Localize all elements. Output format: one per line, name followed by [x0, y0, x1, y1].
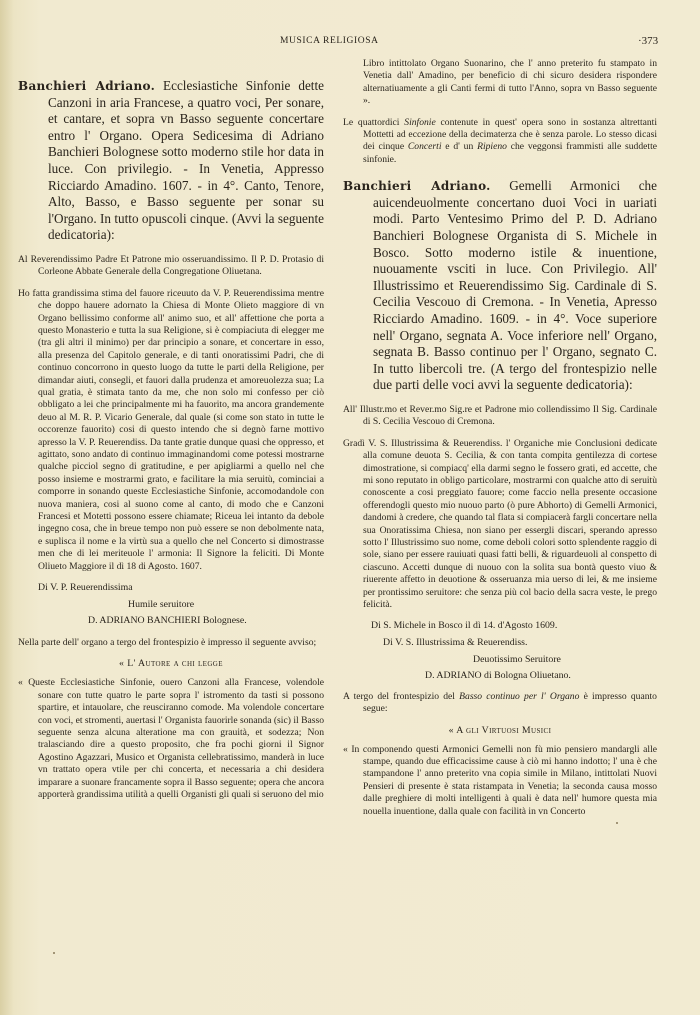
remark-text: contenute in quest' opera sono in sostanza altrettanti Mottetti ad eccezione della decimaterza che è senza parole. Lo stesso dicasi dei cinque [363, 116, 657, 153]
closing-title: Humile seruitore [128, 598, 195, 610]
editorial-remark [343, 117, 657, 167]
notice-body: « In componendo questi Armonici Gemelli non fù mio pensiero mandargli alle stampe, quando due efficacissime cause à ciò mi hanno indotto; l' una è che stampandone l' anno preterito vna copia simile in Milano, intittolati Nuovi Pensieri di presente è stata ristampata in Venetia; la seconda causa mosso dalle preghiere di molti intelligenti à quali è data nell' humore questa mia nouella inuentione, dalla quale con facilità in vn Concerto [343, 743, 657, 817]
dedication-address: Al Reverendissimo Padre Et Patrone mio osseruandissimo. Il P. D. Protasio di Corleone Abbate Generale della Congregatione Oliuetana. [18, 253, 324, 278]
signature-place: di Bologna Oliuetano. [481, 670, 571, 682]
note-text: è impresso quanto segue: [363, 690, 657, 715]
entry-text: Ecclesiastiche Sinfonie dette Canzoni in aria Francese, a quatro voci, Per sonare, et cantare, et sopra vn Basso seguente concertare entro l' Organo. Opera Sedicesima di Adriano Banchieri Bolognese sotto moderno stile hor data in luce. Con privilegio. - In Venetia, Appresso Ricciardo Amadino. 1607. - in 4°. Canto, Tenore, Alto, Basso, e Basso seguente per sonar su l'Organo. In tutto opuscoli cinque. (Avvi la seguente dedicatoria): [48, 78, 324, 243]
closing-signature [18, 615, 324, 628]
notice-continuation: Libro intittolato Organo Suonarino, che l' anno preterito fu stampato in Venetia dall' Amadino, per beneficio di chi sicuro desidera rispondere alternatiuamente a gli Canti fermi di tutto l'Anno, sopra vn Basso seguente ». [363, 58, 657, 107]
bibliographic-entry [343, 178, 657, 394]
note-text: A tergo del frontespizio del [343, 690, 460, 702]
note-italic: Basso continuo per l' Organo [459, 690, 580, 702]
remark-italic: Sinfonie [404, 116, 436, 128]
note-paragraph: Nella parte dell' organo a tergo del frontespizio è impresso il seguente avviso; [18, 636, 317, 648]
dedication-body: Ho fatta grandissima stima del fauore riceuuto da V. P. Reuerendissima mentre che doppo hauere adornato la Chiesa di Monte Olieto maggiore di vn Organo bellissimo conforme all' animo suo, et all' affettione che porta a questo Monasterio e tutta la sua Religione, si è compiaciuta di elegger me (tra gli altri il minimo) per dar principio a sonare, et concertare in esso, alla presenza del Capitolo generale, e di tanti onoratissimi Padri, che di continuo concorrono in questo luogo da tutte le parti della Religione, per dimandar aiuti, consegli, et fauori dalla prudenza et amoreuolezza sua; La qual gratia, è stimata tanto da me, che non solo mi confesso per ciò obbligato a lei che principalmente mi ha fauorito, ma ancora grandemente deuo al M. R. P. Vicario Generale, dal quale (si come son stato in tutte le occorenze fauorito) cosi di questo intendo che si degnò farne mottivo apresso la V. P. Reuerendiss. Da tante gratie dunque quasi che oppresso, et agittato, sono andato di continuo immaginandomi come potessi mostrarne qualche picciol segno di gratitudine, e per apigliarmi a quello nel che posso insieme e mostrarmi grato, e facilitare la mia seruitù, cominciai a comporre in sonando queste Ecclesiastiche Sinfonie, accomodandole con nuova maniera, cosi al suono come al canto, di modo che e Canzoni Francesi et Motetti possono essere chiamate; Riceua lei intanto da debole ingegno cosa, che in breue tempo non può essere se non debolmente nata, e suplisca il nome e la virtù sua a quello che nel Concerto si dimostrasse men che di lei meriteuole l' armonia: Il Signore la feliciti. Di Monte Oliueto Maggiore il dì 18 di Agosto. 1607. [18, 287, 324, 572]
paper-speck [616, 822, 618, 824]
entry-author: Banchieri Adriano. [343, 179, 491, 194]
remark-italic: Concerti [407, 141, 442, 153]
running-head [0, 36, 700, 50]
notice-body: « Queste Ecclesiastiche Sinfonie, ouero Canzoni alla Francese, volendole sonare con tutte quatro le parte sopra l' istromento da tasti si possono spartire, et intauolare, che reusciranno comode. Ma volendole concertare con voci, et stromenti, auertasi l' Organista fauorirle sonanda (sic) il Basso seguente senza alcuna alteratione ma con grauità, et sodezza; Non tralasciando dire a questo proposito, che fra pochi giorni il Signor Agostino Agazzari, Musico et Organista cellebratissimo, manderà in luce vn trattato opera vtile per chi concerta, et necessaria a chi desidera imparare a suonare francamente sopra il Basso seguente; opera che ancora apporterà grandissima utilità a quelli Organisti gli quali si seruono del mio [18, 677, 324, 800]
paper-speck [53, 952, 55, 954]
signature-place: Bolognese. [200, 615, 247, 627]
closing-place-date: Di S. Michele in Bosco il dì 14. d'Agosto 1609. [371, 620, 558, 632]
page-number: ·373 [638, 35, 659, 47]
remark-italic: Ripieno [477, 141, 507, 153]
closing-salutation: Di V. S. Illustrissima & Reuerendiss. [383, 637, 528, 649]
entry-text: Gemelli Armonici che auicendeuolmente concertano duoi Voci in uariati modi. Parto Ventesimo Primo del P. D. Adriano Banchieri Bolognese Organista di S. Michele in Bosco. Sotto moderno istile & inuentione, nuouamente vsciti in luce. Con Privilegio. All' Illustrissimo et Reuerendissimo Sig. Cardinale di S. Cecilia Vescouo di Cremona. - In Venetia, Apresso Ricciardo Amadino. 1609. - in 4°. Voce superiore nell' Organo, segnata A. Voce inferiore nell' Organo, segnata B. Basso continuo per l' Organo, segnato C. In tutto libercoli tre. (A tergo del frontespizio nelle due parti delle voci avvi la seguente dedicatoria): [373, 178, 657, 393]
remark-text: e d' un [441, 141, 478, 153]
left-column [18, 78, 324, 810]
notice-heading: « A gli Virtuosi Musici [448, 724, 552, 736]
remark-text: Le quattordici [343, 116, 405, 128]
closing-salutation: Di V. P. Reuerendissima [38, 582, 133, 594]
entry-author: Banchieri Adriano. [18, 79, 156, 93]
signature-name: D. ADRIANO [425, 670, 482, 682]
dedication-address: All' Illustr.mo et Rever.mo Sig.re et Padrone mio collendissimo Il Sig. Cardinale di S. Cecilia Vescouo di Cremona. [343, 403, 657, 428]
running-title: MUSICA RELIGIOSA [280, 36, 379, 46]
signature-name: D. ADRIANO BANCHIERI [88, 615, 201, 627]
right-column [343, 58, 657, 827]
dedication-body: Gradì V. S. Illustrissima & Reuerendiss. l' Organiche mie Conclusioni dedicate alla comune deuota S. Cecilia, & con tanta compita gentilezza di cortese dimostratione, si compiacq' ella darmi segno le fossero grati, ed accette, che mi sono reputato in obligo particolare, mostrarmi con qualche atto di seruitù conoscente a cosi preggiato fauore; come faccio nella presente occasione offerendogli questo mio nuouo parto (ò pure Abhorto) di Gemelli Armonici, dandomi à credere, che quando tal flata si compiacerà fargli concertare nella sua Onoratissima Chiesa, non siano per essergli discari, sperando apresso sotto l' Illustrissimo suo nome, come deboli colori sotto splendente raggio di sole, siano per essere rauiuati quasi fatti belli, & riguardeuoli al conspetto di ciascuno. Accetti dunque di nuouo con la solita sua bontà questo viuo & riuerente affetto in deuotione & osseruanza mia uerso di lei, & me insieme per prontissimo seruitore: che senza più col bacio della sacra veste, le prego felicità. [343, 437, 657, 611]
notice-heading: « L' Autore a chi legge [119, 658, 223, 670]
remark-text: che veggonsi frammisti alle suddette sinfonie. [363, 141, 657, 165]
note-paragraph [343, 691, 657, 716]
bibliographic-entry [18, 78, 324, 244]
closing-title: Deuotissimo Seruitore [473, 653, 561, 665]
closing-signature [343, 670, 657, 683]
